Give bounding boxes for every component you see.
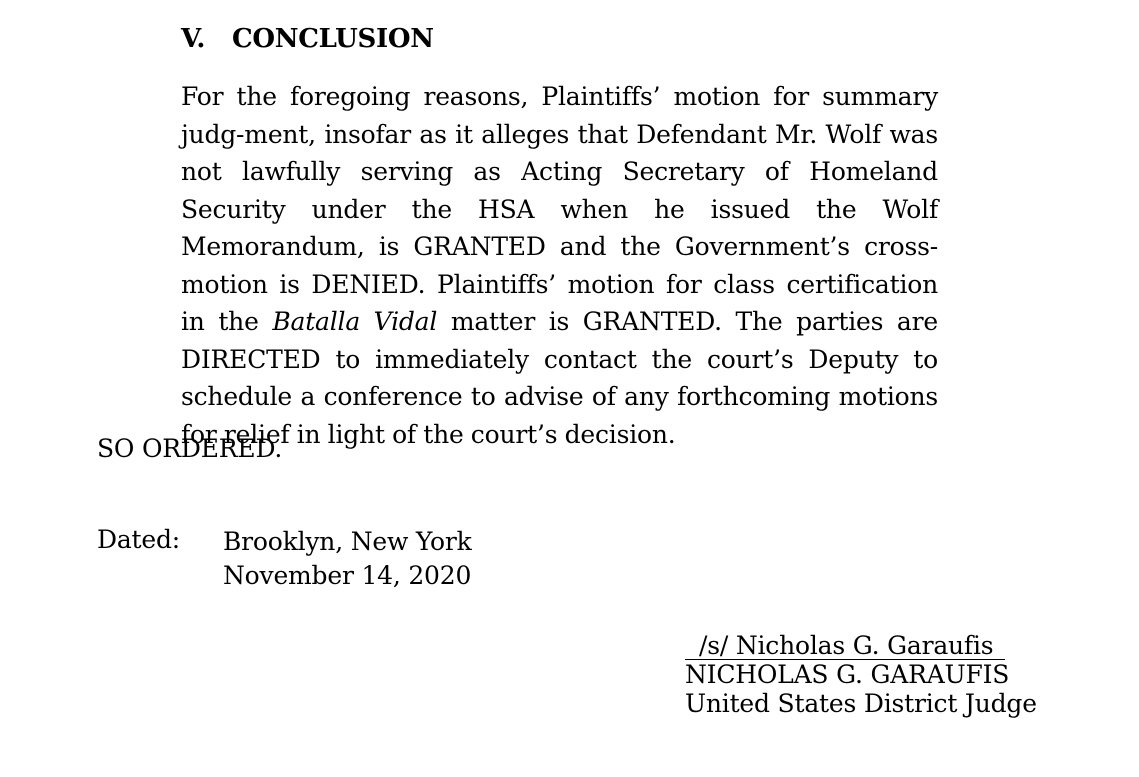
dated-block	[223, 525, 472, 593]
judge-title: United States District Judge	[685, 689, 1037, 718]
dated-date: November 14, 2020	[223, 561, 472, 590]
section-title: CONCLUSION	[232, 24, 434, 54]
dated-place: Brooklyn, New York	[223, 527, 472, 556]
paragraph-text-part-2: matter is GRANTED. The parties are DIRECTED to immediately contact the court’s Deputy to schedule a conference to advise of any forthcoming motions for relief in light of the court’s decision.	[181, 307, 938, 449]
judge-name: NICHOLAS G. GARAUFIS	[685, 660, 1010, 689]
signature-block	[685, 631, 1037, 718]
so-ordered: SO ORDERED.	[97, 434, 283, 463]
signature-line: /s/ Nicholas G. Garaufis	[685, 632, 1005, 660]
paragraph-text-part-1: For the foregoing reasons, Plaintiffs’ motion for summary judg-ment, insofar as it alleges that Defendant Mr. Wolf was not lawfully serving as Acting Secretary of Homeland Security under the HSA when he issued the Wolf Memorandum, is GRANTED and the Government’s cross-motion is DENIED. Plaintiffs’ motion for class certification in the	[181, 82, 938, 336]
case-name: Batalla Vidal	[272, 307, 438, 336]
conclusion-paragraph	[181, 78, 938, 453]
dated-label: Dated:	[97, 525, 181, 554]
section-number: V.	[181, 24, 206, 54]
section-heading	[181, 24, 434, 54]
